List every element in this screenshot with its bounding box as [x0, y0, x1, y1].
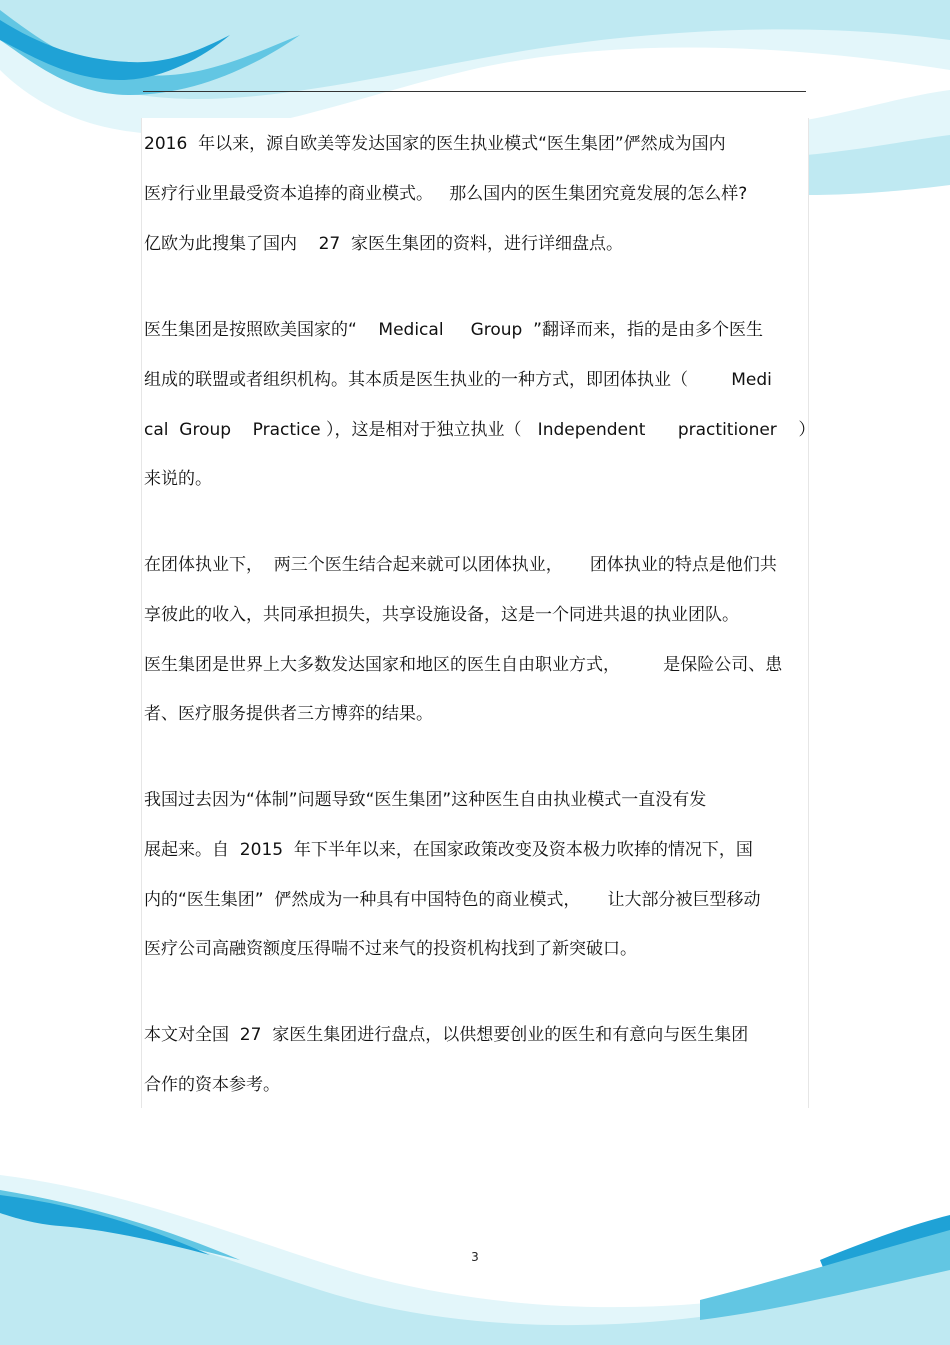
paragraph-1-line-1: 2016 年以来，源自欧美等发达国家的医生执业模式“医生集团”俨然成为国内 [144, 134, 726, 154]
paragraph-3-line-4: 者、医疗服务提供者三方博弈的结果。 [144, 704, 433, 724]
paragraph-2-line-4: 来说的。 [144, 469, 212, 489]
paragraph-5-line-2: 合作的资本参考。 [144, 1075, 280, 1095]
page-number: 3 [471, 1250, 479, 1264]
paragraph-1-line-3: 亿欧为此搜集了国内 27 家医生集团的资料，进行详细盘点。 [144, 234, 624, 254]
paragraph-5-line-1: 本文对全国 27 家医生集团进行盘点，以供想要创业的医生和有意向与医生集团 [144, 1025, 749, 1045]
paragraph-3-line-3: 医生集团是世界上大多数发达国家和地区的医生自由职业方式， 是保险公司、患 [144, 655, 783, 675]
paragraph-2-line-3: cal Group Practice ），这是相对于独立执业（ Independent practitioner ） [144, 420, 816, 440]
paragraph-4-line-1: 我国过去因为“体制”问题导致“医生集团”这种医生自由执业模式一直没有发 [144, 790, 707, 810]
paragraph-3-line-1: 在团体执业下， 两三个医生结合起来就可以团体执业， 团体执业的特点是他们共 [144, 555, 777, 575]
paragraph-1-line-2: 医疗行业里最受资本追捧的商业模式。 那么国内的医生集团究竟发展的怎么样? [144, 184, 748, 204]
paragraph-4-line-4: 医疗公司高融资额度压得喘不过来气的投资机构找到了新突破口。 [144, 939, 637, 959]
header-rule [143, 91, 806, 92]
paragraph-4-line-2: 展起来。自 2015 年下半年以来，在国家政策改变及资本极力吹捧的情况下，国 [144, 840, 753, 860]
paragraph-2-line-2: 组成的联盟或者组织机构。其本质是医生执业的一种方式，即团体执业（ Medi [144, 370, 772, 390]
paragraph-4-line-3: 内的“医生集团” 俨然成为一种具有中国特色的商业模式， 让大部分被巨型移动 [144, 890, 761, 910]
paragraph-3-line-2: 享彼此的收入，共同承担损失，共享设施设备，这是一个同进共退的执业团队。 [144, 605, 739, 625]
paragraph-2-line-1: 医生集团是按照欧美国家的“ Medical Group ”翻译而来，指的是由多个医生 [144, 320, 763, 340]
